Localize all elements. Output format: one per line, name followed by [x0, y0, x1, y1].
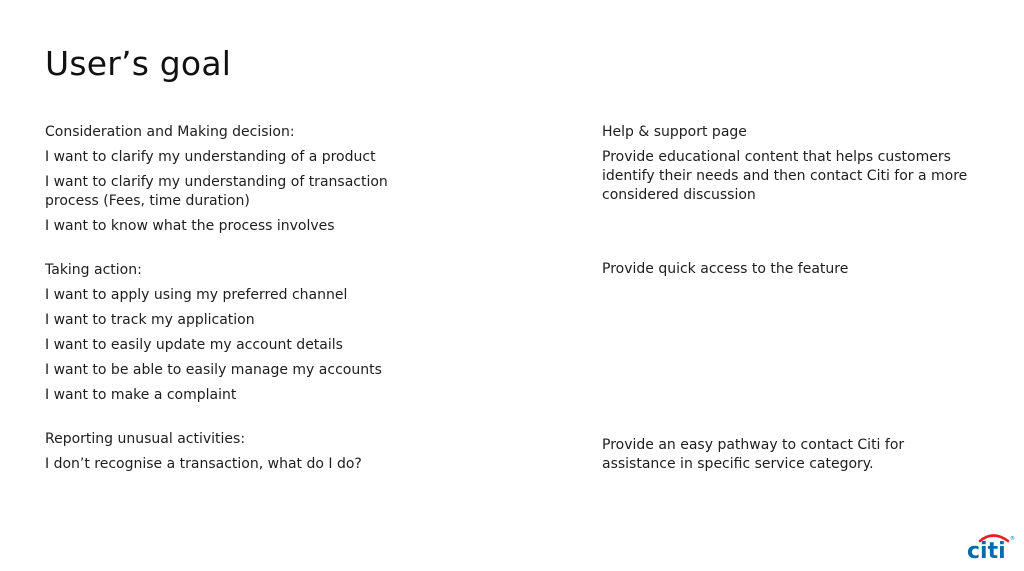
citi-logo [966, 531, 1015, 564]
goal-item: I want to clarify my understanding of a product [45, 149, 376, 165]
solution-note-quick-access: Provide quick access to the feature [602, 261, 849, 277]
goal-item: I want to be able to easily manage my accounts [45, 362, 382, 378]
solution-note-pathway: Provide an easy pathway to contact Citi for assistance in specific service category. [602, 437, 905, 472]
goal-item: I want to apply using my preferred channel [45, 287, 348, 303]
goal-item: I want to know what the process involves [45, 218, 335, 234]
section-heading-reporting: Reporting unusual activities: [45, 431, 246, 447]
solution-note-educational: Provide educational content that helps customers identify their needs and then contact Citi for a more considered discussion [602, 149, 968, 203]
help-support-heading: Help & support page [602, 124, 747, 140]
citi-logo-mark [966, 531, 1015, 564]
goal-item: I want to clarify my understanding of transaction process (Fees, time duration) [45, 174, 388, 209]
page-title: User’s goal [45, 44, 232, 83]
goal-item: I don’t recognise a transaction, what do I do? [45, 456, 362, 472]
goal-item: I want to make a complaint [45, 387, 237, 403]
svg-text:citi: citi [967, 539, 1006, 564]
section-heading-consideration: Consideration and Making decision: [45, 124, 295, 140]
goal-item: I want to easily update my account details [45, 337, 343, 353]
section-heading-taking-action: Taking action: [45, 262, 142, 278]
goal-item: I want to track my application [45, 312, 255, 328]
user-goals-column [45, 123, 405, 480]
svg-text:®: ® [1010, 536, 1015, 542]
